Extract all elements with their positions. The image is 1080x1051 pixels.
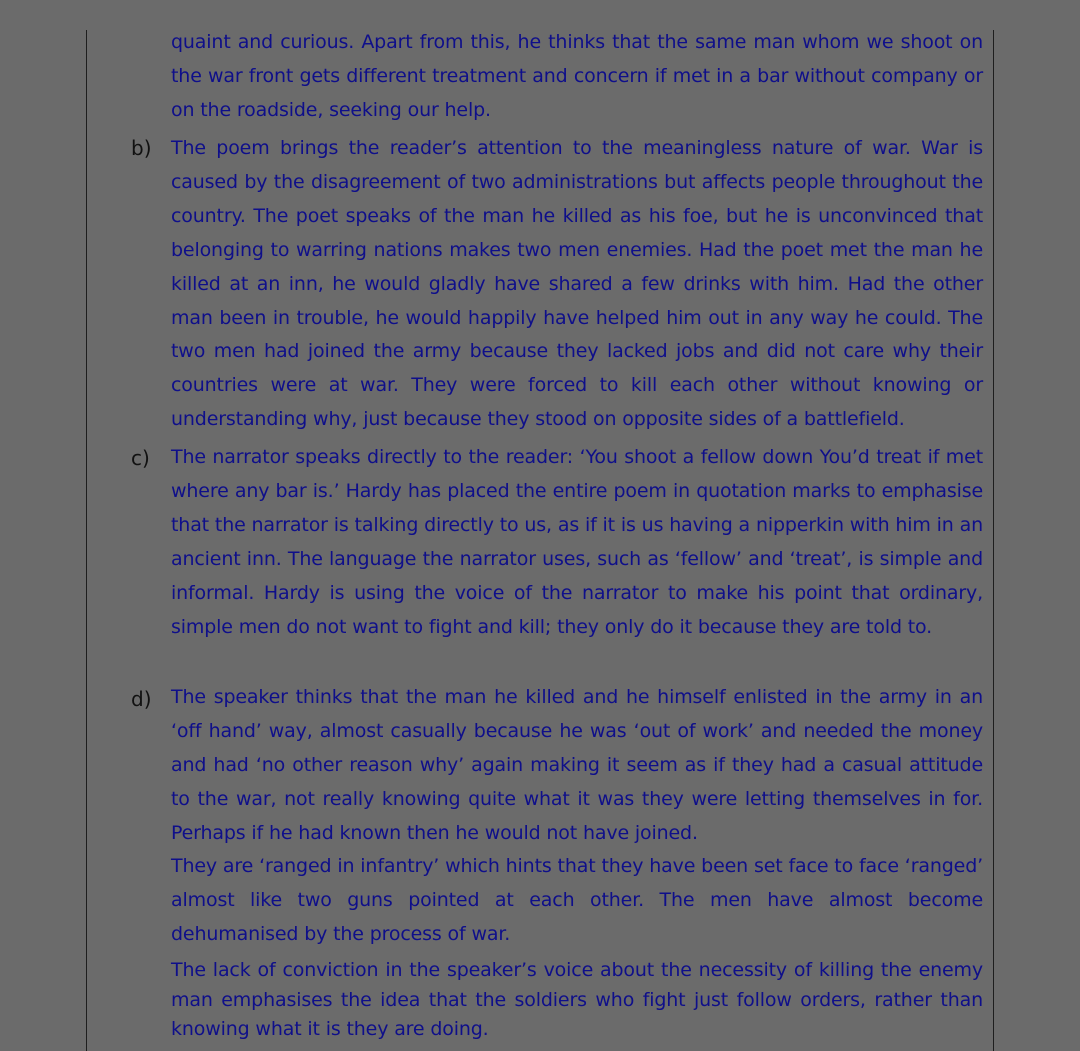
item-b-marker: b) [131,136,152,160]
intro-continuation-paragraph: quaint and curious. Apart from this, he thinks that the same man whom we shoot on the war front gets different treatment and concern if met in a bar without company or on the roadside, seeking our help. [171,31,983,121]
item-c-marker: c) [131,446,150,470]
left-margin-rule [86,30,87,1051]
right-margin-rule [993,30,994,1051]
item-d-marker: d) [131,687,152,711]
item-d-followup-paragraph-2: The lack of conviction in the speaker’s voice about the necessity of killing the enemy man emphasises the idea that the soldiers who fight just follow orders, rather than knowing what it is they are doing. [171,959,983,1040]
item-c-paragraph: The narrator speaks directly to the reader: ‘You shoot a fellow down You’d treat if met where any bar is.’ Hardy has placed the entire poem in quotation marks to emphasise that the narrator is talking directly to us, as if it is us having a nipperkin with him in an ancient inn. The language the narrator uses, such as ‘fellow’ and ‘treat’, is simple and informal. Hardy is using the voice of the narrator to make his point that ordinary, simple men do not want to fight and kill; they only do it because they are told to. [171,446,983,638]
item-d-followup-paragraph-1: They are ‘ranged in infantry’ which hints that they have been set face to face ‘ranged’ almost like two guns pointed at each other. The men have almost become dehumanised by the process of war. [171,855,983,945]
item-b-paragraph: The poem brings the reader’s attention to the meaningless nature of war. War is caused by the disagreement of two administrations but affects people throughout the country. The poet speaks of the man he killed as his foe, but he is unconvinced that belonging to warring nations makes two men enemies. Had the poet met the man he killed at an inn, he would gladly have shared a few drinks with him. Had the other man been in trouble, he would happily have helped him out in any way he could. The two men had joined the army because they lacked jobs and did not care why their countries were at war. They were forced to kill each other without knowing or understanding why, just because they stood on opposite sides of a battlefield. [171,137,983,431]
item-d-paragraph: The speaker thinks that the man he killed and he himself enlisted in the army in an ‘off hand’ way, almost casually because he was ‘out of work’ and needed the money and had ‘no other reason why’ again making it seem as if they had a casual attitude to the war, not really knowing quite what it was they were letting themselves in for. Perhaps if he had known then he would not have joined. [171,686,983,844]
